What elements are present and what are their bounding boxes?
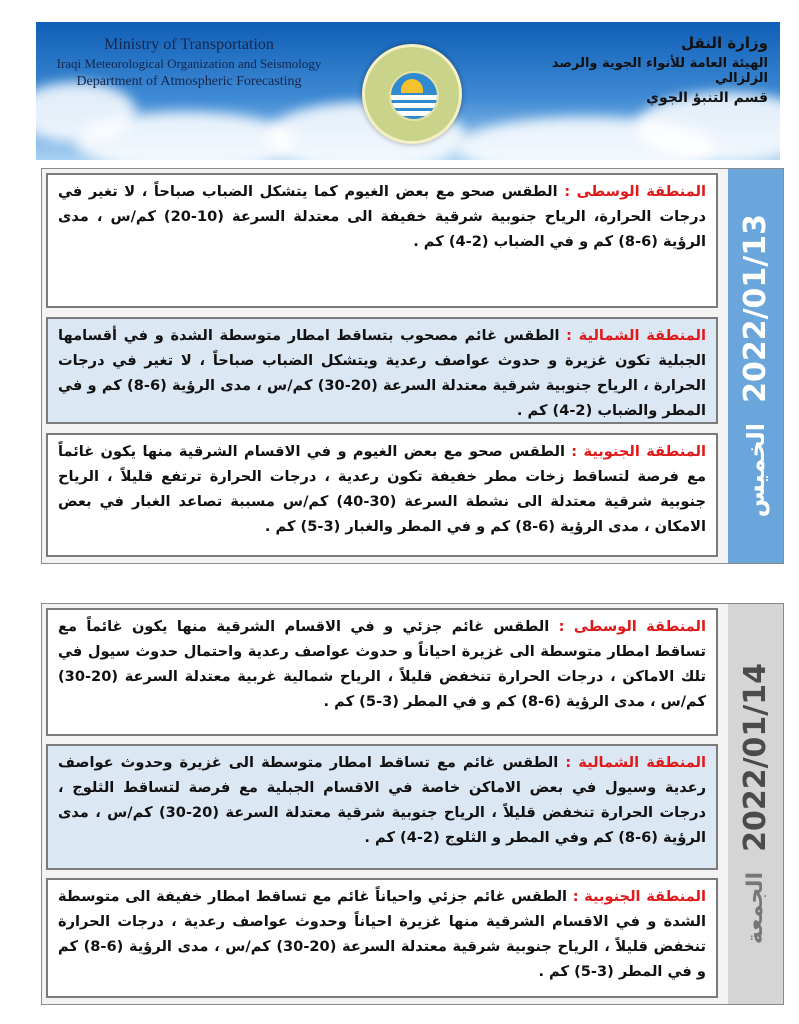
forecast-date: 2022/01/14: [738, 663, 773, 853]
organization-name-ar: الهيئة العامة للأنواء الجوية والرصد الزلزالي: [551, 56, 768, 86]
region-forecast-text: الطقس غائم جزئي واحياناً غائم مع تساقط امطار خفيفة الى متوسطة الشدة و في الاقسام الشرقية منها غزيرة احياناً وحدوث عواصف رعدية ، درجات الحرارة تنخفض قليلاً ، الرياح جنوبية شرقية معتدلة السرعة (20-30) كم/س ، مدى الرؤية (6-8) كم و في المطر (3-5) كم .: [58, 888, 707, 980]
region-name: المنطقة الوسطى :: [564, 183, 706, 200]
organization-logo: [362, 44, 462, 144]
region-forecast-text: الطقس غائم مصحوب بتساقط امطار متوسطة الشدة و في أقسامها الجبلية تكون غزيرة و حدوث عواصف رعدية ويتشكل الضباب صباحاً ، لا تغير في درجات الحرارة ، الرياح جنوبية شرقية معتدلة السرعة (20-30) كم/س ، مدى الرؤية (6-8) كم و في المطر والضباب (2-4) كم .: [58, 327, 706, 419]
forecast-day-1: [41, 168, 784, 564]
header-arabic: [538, 34, 768, 106]
forecast-day-name: الجمعة: [743, 872, 768, 945]
region-name: المنطقة الشمالية :: [565, 754, 706, 771]
department-name-en: Department of Atmospheric Forecasting: [76, 74, 302, 89]
region-name: المنطقة الجنوبية :: [571, 443, 706, 460]
date-strip-day-1: [728, 169, 783, 563]
forecast-date: 2022/01/13: [738, 214, 773, 404]
forecast-day-2: [41, 603, 784, 1005]
organization-name-en: Iraqi Meteorological Organization and Seismology: [56, 56, 322, 71]
region-forecast-text: الطقس صحو مع بعض الغيوم و في الاقسام الشرقية منها يكون غائماً مع فرصة لتساقط زخات مطر خفيفة تكون رعدية ، درجات الحرارة ترتفع قليلاً ، الرياح جنوبية شرقية معتدلة الى نشطة السرعة (30-40) كم/س مسببة تصاعد الغبار في بعض الامكان ، مدى الرؤية (6-8) كم و في المطر والغبار (3-5) كم .: [58, 443, 706, 535]
department-name-ar: قسم التنبؤ الجوي: [646, 90, 768, 106]
region-name: المنطقة الوسطى :: [558, 618, 706, 635]
region-name: المنطقة الجنوبية :: [572, 888, 706, 905]
region-north: [46, 317, 718, 424]
region-south: [46, 433, 718, 557]
header-banner: [36, 22, 780, 160]
region-forecast-text: الطقس غائم مع تساقط امطار متوسطة الى غزيرة وحدوث عواصف رعدية وسيول في بعض الاماكن خاصة في الاقسام الجبلية مع فرصة لتساقط الثلوج ، درجات الحرارة تنخفض قليلاً ، الرياح جنوبية شرقية معتدلة السرعة (20-30) كم/س ، مدى الرؤية (6-8) كم وفي المطر و الثلوج (2-4) كم .: [58, 754, 706, 846]
date-strip-day-2: [728, 604, 783, 1004]
region-forecast-text: الطقس غائم جزئي و في الاقسام الشرقية منها يكون غائماً مع تساقط امطار متوسطة الى غزيرة احياناً و حدوث عواصف رعدية واحتمال حدوث سيول في تلك الاماكن ، درجات الحرارة تنخفض قليلاً ، الرياح شمالية غربية معتدلة السرعة (20-30) كم/س ، مدى الرؤية (6-8) كم و في المطر (3-5) كم .: [58, 618, 706, 710]
region-south: [46, 878, 718, 998]
header-english: [44, 36, 334, 90]
region-central: [46, 608, 718, 736]
forecast-day-name: الخميس: [741, 423, 770, 518]
region-name: المنطقة الشمالية :: [566, 327, 706, 344]
ministry-name-ar: وزارة النقل: [681, 34, 768, 52]
region-central: [46, 173, 718, 308]
ministry-name-en: Ministry of Transportation: [104, 36, 274, 53]
region-forecast-text: الطقس صحو مع بعض الغيوم كما يتشكل الضباب صباحاً ، لا تغير في درجات الحرارة، الرياح جنوبية شرقية خفيفة الى معتدلة السرعة (10-20) كم/س ، مدى الرؤية (6-8) كم و في الضباب (2-4) كم .: [58, 183, 707, 250]
region-north: [46, 744, 718, 870]
